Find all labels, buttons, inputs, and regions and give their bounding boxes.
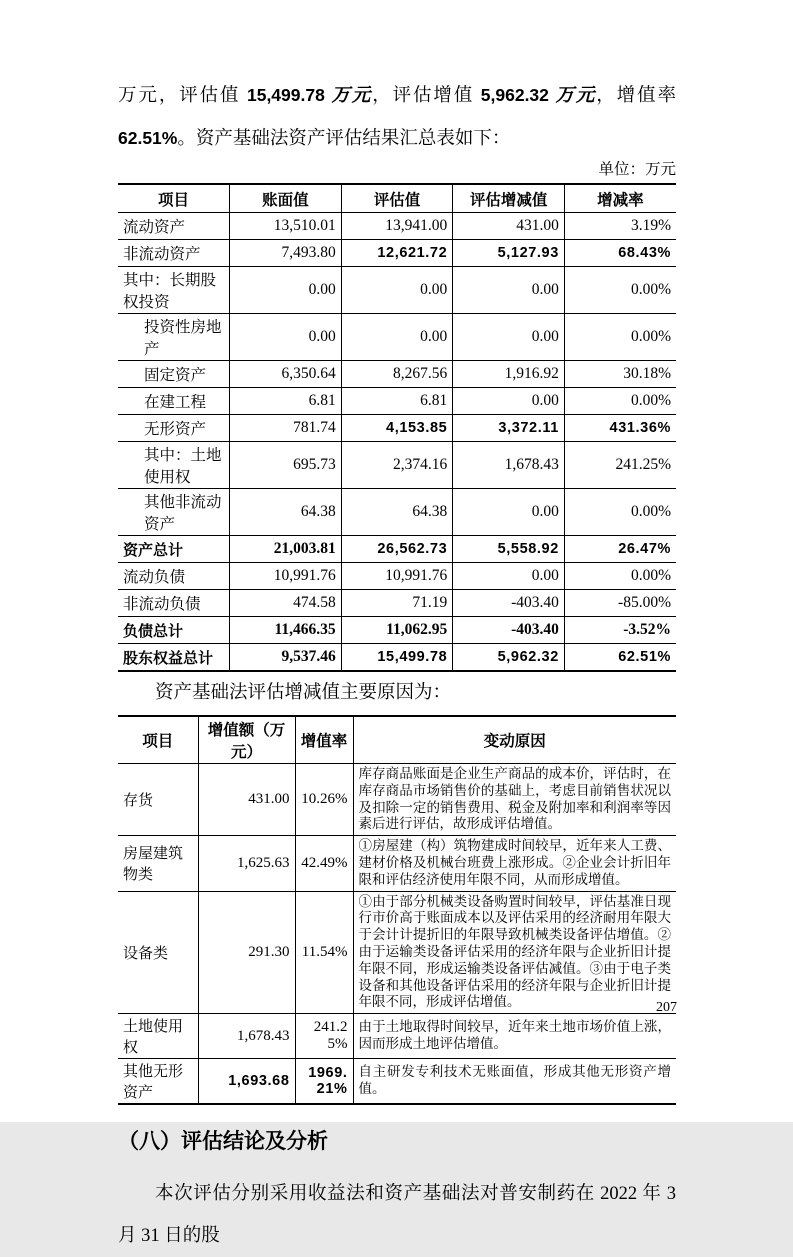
page-number: 207 <box>656 1000 677 1015</box>
table-row <box>118 388 676 415</box>
value-cell: 1,678.43 <box>453 442 565 489</box>
value-cell: -403.40 <box>453 590 565 617</box>
value-cell: 0.00 <box>230 267 342 314</box>
column-header: 评估值 <box>341 184 453 213</box>
summary-table-head-row <box>118 184 676 213</box>
text-segment: 62.51% <box>118 128 178 148</box>
amount-cell: 1,625.63 <box>198 836 295 891</box>
reason-table-head-row <box>118 716 676 764</box>
value-cell: 0.00 <box>341 267 453 314</box>
row-label: 非流动资产 <box>118 240 230 267</box>
summary-table-head <box>118 184 676 213</box>
value-cell: 0.00% <box>564 267 676 314</box>
value-cell: 0.00 <box>453 489 565 536</box>
column-header: 增减率 <box>564 184 676 213</box>
text-segment: 万元，评估值 <box>118 86 247 106</box>
value-cell: 0.00% <box>564 563 676 590</box>
value-cell: 8,267.56 <box>341 361 453 388</box>
row-label: 固定资产 <box>118 361 230 388</box>
table-row <box>118 314 676 361</box>
value-cell: 0.00 <box>453 314 565 361</box>
value-cell: 0.00% <box>564 388 676 415</box>
table-row <box>118 764 676 836</box>
reason-cell: ①房屋建（构）筑物建成时间较早，近年来人工费、建材价格及机械台班费上涨形成。②企业会计折旧年限和评估经济使用年限不同，从而形成增值。 <box>353 836 676 891</box>
amount-cell: 291.30 <box>198 891 295 1014</box>
table-row <box>118 1059 676 1105</box>
table-row <box>118 267 676 314</box>
reason-cell: 库存商品账面是企业生产商品的成本价，评估时，在库存商品市场销售价的基础上，考虑目前销售状况以及扣除一定的销售费用、税金及附加率和利润率等因素后进行评估，故形成评估增值。 <box>353 764 676 836</box>
value-cell: 30.18% <box>564 361 676 388</box>
table-row <box>118 442 676 489</box>
value-cell: 0.00 <box>453 267 565 314</box>
value-cell: 6,350.64 <box>230 361 342 388</box>
valuation-summary-table <box>118 183 676 672</box>
column-header: 评估增减值 <box>453 184 565 213</box>
value-cell: 2,374.16 <box>341 442 453 489</box>
row-label: 流动资产 <box>118 213 230 240</box>
row-label: 设备类 <box>118 891 198 1014</box>
value-cell: 241.25% <box>564 442 676 489</box>
value-cell: 5,962.32 <box>453 644 565 672</box>
value-cell: 10,991.76 <box>230 563 342 590</box>
value-cell: -3.52% <box>564 617 676 644</box>
row-label: 负债总计 <box>118 617 230 644</box>
amount-cell: 431.00 <box>198 764 295 836</box>
row-label: 其中：土地使用权 <box>118 442 230 489</box>
column-header: 变动原因 <box>353 716 676 764</box>
value-cell: 9,537.46 <box>230 644 342 672</box>
amount-cell: 1,678.43 <box>198 1014 295 1059</box>
table-row <box>118 836 676 891</box>
column-header: 增值额（万元） <box>198 716 295 764</box>
value-cell: 13,510.01 <box>230 213 342 240</box>
value-cell: 26,562.73 <box>341 536 453 563</box>
value-cell: 62.51% <box>564 644 676 672</box>
row-label: 非流动负债 <box>118 590 230 617</box>
column-header: 项目 <box>118 716 198 764</box>
column-header: 账面值 <box>230 184 342 213</box>
table-row <box>118 536 676 563</box>
reason-cell: ①由于部分机械类设备购置时间较早，评估基准日现行市价高于账面成本以及评估采用的经济耐用年限大于会计计提折旧的年限导致机械类设备评估增值。②由于运输类设备评估采用的经济年限与企业折旧计提年限不同，形成运输类设备评估减值。③由于电子类设备和其他设备评估采用的经济年限与企业折旧计提年限不同，形成评估增值。 <box>353 891 676 1014</box>
row-label: 股东权益总计 <box>118 644 230 672</box>
row-label: 房屋建筑物类 <box>118 836 198 891</box>
reason-cell: 由于土地取得时间较早，近年来土地市场价值上涨，因而形成土地评估增值。 <box>353 1014 676 1059</box>
value-cell: 6.81 <box>341 388 453 415</box>
rate-cell: 11.54% <box>295 891 353 1014</box>
value-cell: 7,493.80 <box>230 240 342 267</box>
table-row <box>118 489 676 536</box>
value-cell: 431.36% <box>564 415 676 442</box>
text-segment: 。资产基础法资产评估结果汇总表如下： <box>177 129 511 149</box>
value-cell: 431.00 <box>453 213 565 240</box>
table-row <box>118 617 676 644</box>
column-header: 增值率 <box>295 716 353 764</box>
table-row <box>118 361 676 388</box>
value-cell: 64.38 <box>230 489 342 536</box>
value-cell: 0.00 <box>453 563 565 590</box>
value-cell: 5,558.92 <box>453 536 565 563</box>
conclusion-paragraph: 本次评估分别采用收益法和资产基础法对普安制药在 2022 年 3 月 31 日的股 <box>118 1184 676 1247</box>
table-row <box>118 891 676 1014</box>
text-segment: 15,499.78 <box>246 85 325 105</box>
text-segment: 万元 <box>324 86 373 106</box>
value-cell: -403.40 <box>453 617 565 644</box>
value-cell: 13,941.00 <box>341 213 453 240</box>
table-row <box>118 563 676 590</box>
unit-label: 单位：万元 <box>598 161 676 178</box>
value-cell: 3.19% <box>564 213 676 240</box>
table-row <box>118 415 676 442</box>
value-cell: 12,621.72 <box>341 240 453 267</box>
value-cell: 5,127.93 <box>453 240 565 267</box>
value-cell: 11,466.35 <box>230 617 342 644</box>
value-cell: 71.19 <box>341 590 453 617</box>
value-cell: 781.74 <box>230 415 342 442</box>
value-cell: 3,372.11 <box>453 415 565 442</box>
rate-cell: 241.25% <box>295 1014 353 1059</box>
value-cell: 15,499.78 <box>341 644 453 672</box>
value-cell: 21,003.81 <box>230 536 342 563</box>
value-cell: 474.58 <box>230 590 342 617</box>
value-cell: 11,062.95 <box>341 617 453 644</box>
row-label: 其中：长期股权投资 <box>118 267 230 314</box>
value-cell: 695.73 <box>230 442 342 489</box>
value-cell: 0.00 <box>341 314 453 361</box>
table-row <box>118 240 676 267</box>
table-row <box>118 590 676 617</box>
reason-table-body <box>118 764 676 1105</box>
row-label: 资产总计 <box>118 536 230 563</box>
row-label: 存货 <box>118 764 198 836</box>
value-cell: 0.00% <box>564 489 676 536</box>
reason-cell: 自主研发专利技术无账面值，形成其他无形资产增值。 <box>353 1059 676 1105</box>
table-row <box>118 1014 676 1059</box>
value-cell: 0.00 <box>453 388 565 415</box>
text-segment: 万元 <box>548 86 597 106</box>
rate-cell: 10.26% <box>295 764 353 836</box>
row-label: 投资性房地产 <box>118 314 230 361</box>
text-segment: ，评估增值 <box>372 86 481 106</box>
text-segment: ，增值率 <box>596 86 681 106</box>
value-cell: 6.81 <box>230 388 342 415</box>
value-cell: -85.00% <box>564 590 676 617</box>
page-content <box>118 0 681 1257</box>
section-heading: （八）评估结论及分析 <box>118 1130 328 1154</box>
row-label: 在建工程 <box>118 388 230 415</box>
rate-cell: 42.49% <box>295 836 353 891</box>
table-row <box>118 644 676 672</box>
value-cell: 26.47% <box>564 536 676 563</box>
value-cell: 0.00 <box>230 314 342 361</box>
value-cell: 68.43% <box>564 240 676 267</box>
value-cell: 0.00% <box>564 314 676 361</box>
table-row <box>118 213 676 240</box>
row-label: 其他非流动资产 <box>118 489 230 536</box>
summary-table-body <box>118 213 676 672</box>
row-label: 土地使用权 <box>118 1014 198 1059</box>
column-header: 项目 <box>118 184 230 213</box>
intro-paragraph <box>118 74 681 160</box>
row-label: 无形资产 <box>118 415 230 442</box>
amount-cell: 1,693.68 <box>198 1059 295 1105</box>
row-label: 流动负债 <box>118 563 230 590</box>
change-reason-table <box>118 715 676 1105</box>
reason-table-head <box>118 716 676 764</box>
value-cell: 10,991.76 <box>341 563 453 590</box>
value-cell: 64.38 <box>341 489 453 536</box>
text-segment: 5,962.32 <box>480 85 549 105</box>
row-label: 其他无形资产 <box>118 1059 198 1105</box>
rate-cell: 1969.21% <box>295 1059 353 1105</box>
reason-intro: 资产基础法评估增减值主要原因为： <box>155 683 452 703</box>
value-cell: 1,916.92 <box>453 361 565 388</box>
value-cell: 4,153.85 <box>341 415 453 442</box>
